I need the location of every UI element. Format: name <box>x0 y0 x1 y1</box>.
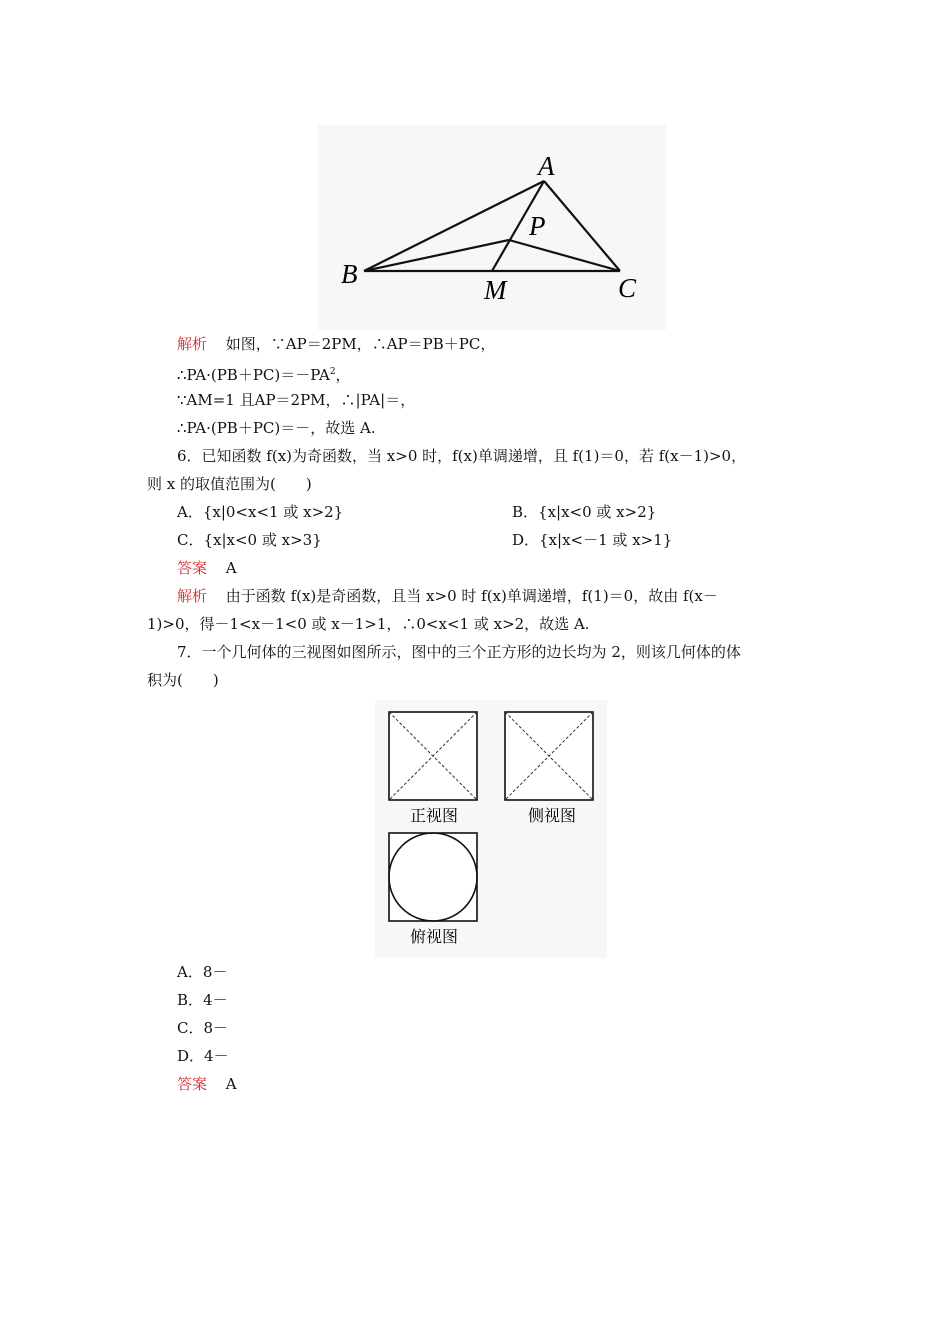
label-a: A <box>538 151 555 181</box>
question6-option-c: C．{x|x<0 或 x>3} <box>177 531 322 549</box>
front-view-caption: 正视图 <box>410 806 459 825</box>
question6-answer: 答案 A <box>177 559 237 577</box>
answer-label: 答案 <box>177 1075 208 1093</box>
side-view <box>505 712 593 800</box>
analysis-label: 解析 <box>177 587 208 605</box>
question6-option-b: B．{x|x<0 或 x>2} <box>512 503 657 521</box>
solution5-line2: $\therefore PA\cdot(PB+PC)=-PA^2$， <box>177 366 351 384</box>
label-b: B <box>341 259 358 289</box>
question6-line2: 则 x 的取值范围为( ) <box>147 475 312 493</box>
question7-answer: 答案 A <box>177 1075 237 1093</box>
front-view <box>389 712 477 800</box>
three-view-figure <box>375 700 607 958</box>
triangle-figure <box>318 125 666 330</box>
question6-option-a: A．{x|0<x<1 或 x>2} <box>177 503 344 521</box>
question6-option-d: D．{x|x<－1 或 x>1} <box>512 531 673 549</box>
question6-analysis2: 1)>0，得－1<x－1<0 或 x－1>1，∴0<x<1 或 x>2，故选 A. <box>147 615 590 633</box>
solution5-line3: ∵AM=1 且AP＝2PM，∴|PA|＝， <box>177 391 416 409</box>
top-view <box>389 833 477 921</box>
question7-line1: 7．一个几何体的三视图如图所示，图中的三个正方形的边长均为 2，则该几何体的体 <box>177 643 741 661</box>
question7-option-a: A．8－ <box>177 963 228 981</box>
question7-line2: 积为( ) <box>147 671 219 689</box>
solution5-line4: ∴PA·(PB＋PC)＝－，故选 A. <box>177 419 376 437</box>
label-m: M <box>484 275 507 305</box>
question7-option-b: B．4－ <box>177 991 228 1009</box>
analysis-label: 解析 <box>177 335 208 353</box>
question6-line1: 6．已知函数 f(x)为奇函数，当 x>0 时，f(x)单调递增，且 f(1)＝0，若 f(x－1)>0， <box>177 447 747 465</box>
question6-analysis1: 解析 由于函数 f(x)是奇函数，且当 x>0 时 f(x)单调递增，f(1)＝0，故由 f(x－ <box>177 587 718 605</box>
question7-option-d: D．4－ <box>177 1047 229 1065</box>
label-c: C <box>618 273 637 303</box>
label-p: P <box>529 211 546 241</box>
solution5-line1: 解析 如图，∵AP＝2PM，∴AP＝PB＋PC， <box>177 335 496 353</box>
question7-option-c: C．8－ <box>177 1019 229 1037</box>
answer-label: 答案 <box>177 559 208 577</box>
side-view-caption: 侧视图 <box>528 806 577 825</box>
top-view-caption: 俯视图 <box>410 927 459 946</box>
